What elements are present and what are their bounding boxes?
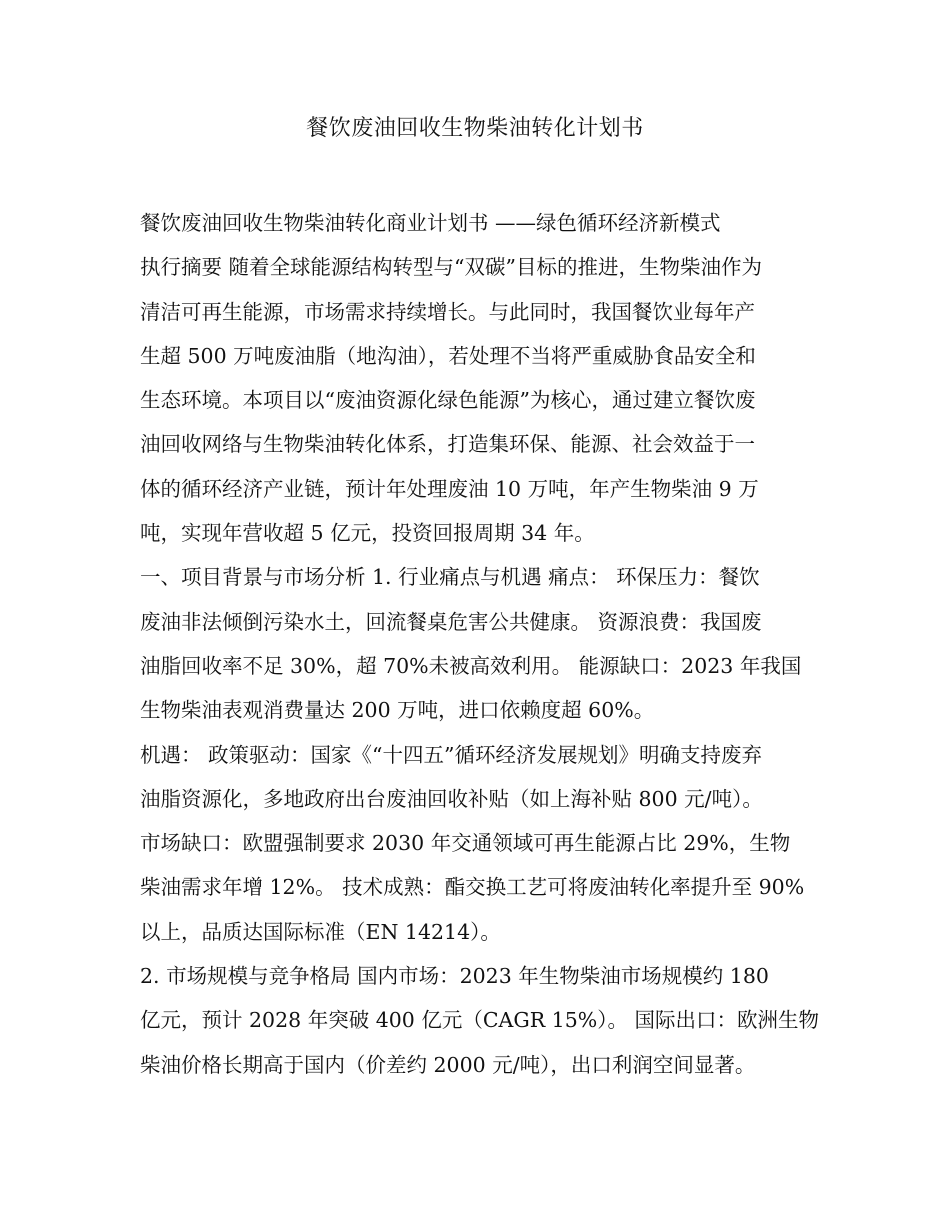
body-line: 以上，品质达国际标准（EN 14214）。 [140,919,501,944]
body-line: 油脂资源化，多地政府出台废油回收补贴（如上海补贴 800 元/吨）。 [140,786,763,811]
body-line: 油脂回收率不足 30%，超 70%未被高效利用。 能源缺口：2023 年我国 [140,653,802,678]
body-line: 柴油价格长期高于国内（价差约 2000 元/吨），出口利润空间显著。 [140,1052,756,1077]
body-line: 生物柴油表观消费量达 200 万吨，进口依赖度超 60%。 [140,698,655,723]
body-line: 吨，实现年营收超 5 亿元，投资回报周期 34 年。 [140,521,595,546]
body-line: 生超 500 万吨废油脂（地沟油），若处理不当将严重威胁食品安全和 [140,343,756,368]
body-line: 柴油需求年增 12%。 技术成熟：酯交换工艺可将废油转化率提升至 90% [140,875,805,900]
body-line: 2. 市场规模与竞争格局 国内市场：2023 年生物柴油市场规模约 180 [140,964,769,989]
body-line: 油回收网络与生物柴油转化体系，打造集环保、能源、社会效益于一 [140,432,755,457]
body-line: 清洁可再生能源，市场需求持续增长。与此同时，我国餐饮业每年产 [140,299,755,324]
body-line: 废油非法倾倒污染水土，回流餐桌危害公共健康。 资源浪费：我国废 [140,609,762,634]
body-line: 生态环境。本项目以“废油资源化绿色能源”为核心，通过建立餐饮废 [140,388,756,413]
body-line: 餐饮废油回收生物柴油转化商业计划书 ——绿色循环经济新模式 [140,211,721,235]
body-line: 体的循环经济产业链，预计年处理废油 10 万吨，年产生物柴油 9 万 [140,476,759,501]
body-line: 一、项目背景与市场分析 1. 行业痛点与机遇 痛点： 环保压力：餐饮 [140,565,760,590]
body-line: 亿元，预计 2028 年突破 400 亿元（CAGR 15%）。 国际出口：欧洲生物 [140,1008,820,1033]
body-line: 机遇： 政策驱动：国家《“十四五”循环经济发展规划》明确支持废弃 [140,742,762,767]
document-title: 餐饮废油回收生物柴油转化计划书 [306,116,644,141]
body-line: 执行摘要 随着全球能源结构转型与“双碳”目标的推进，生物柴油作为 [140,255,762,280]
document-body [140,201,820,1087]
body-line: 市场缺口：欧盟强制要求 2030 年交通领域可再生能源占比 29%，生物 [140,831,791,856]
